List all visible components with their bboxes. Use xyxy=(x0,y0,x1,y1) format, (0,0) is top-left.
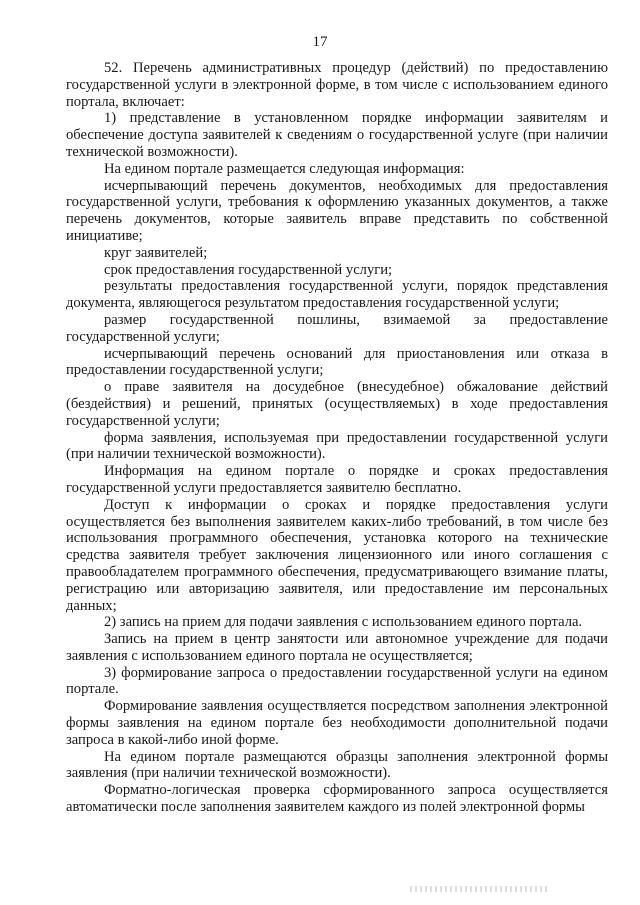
paragraph: Форматно-логическая проверка сформированного запроса осуществляется автоматически после заполнения заявителем каждого из полей электронной формы xyxy=(66,782,608,816)
paragraph: На едином портале размещаются образцы заполнения электронной формы заявления (при наличии технической возможности). xyxy=(66,748,608,782)
paragraph: 52. Перечень административных процедур (действий) по предоставлению государственной услуги в электронной форме, в том числе с использованием единого портала, включает: xyxy=(66,60,608,110)
paragraph: исчерпывающий перечень оснований для приостановления или отказа в предоставлении государственной услуги; xyxy=(66,345,608,379)
paragraph: 1) представление в установленном порядке информации заявителям и обеспечение доступа заявителей к сведениям о государственной услуге (при наличии технической возможности). xyxy=(66,110,608,160)
paragraph: результаты предоставления государственной услуги, порядок представления документа, являющегося результатом предоставления государственной услуги; xyxy=(66,278,608,312)
paragraph: Информация на едином портале о порядке и сроках предоставления государственной услуги предоставляется заявителю бесплатно. xyxy=(66,463,608,496)
paragraph: На едином портале размещается следующая информация: xyxy=(104,160,465,177)
paragraph: о праве заявителя на досудебное (внесудебное) обжалование действий (бездействия) и решений, принятых (осуществляемых) в ходе предоставления государственной услуги; xyxy=(66,379,608,429)
page-number: 17 xyxy=(312,34,328,50)
document-body xyxy=(66,60,608,816)
paragraph: срок предоставления государственной услуги; xyxy=(104,261,393,278)
scan-artifact xyxy=(410,886,550,892)
paragraph: размер государственной пошлины, взимаемой за предоставление государственной услуги; xyxy=(66,311,608,345)
paragraph: Доступ к информации о сроках и порядке предоставления услуги осуществляется без выполнения заявителем каких-либо требований, в том числе без использования программного обеспечения, установка которого на технические средства заявителя требует заключения лицензионного или иного соглашения с правообладателем программного обеспечения, предусматривающего взимание платы, регистрацию или авторизацию заявителя, или предоставление им персональных данных; xyxy=(66,496,608,614)
paragraph: форма заявления, используемая при предоставлении государственной услуги (при наличии технической возможности). xyxy=(66,429,608,463)
paragraph: Формирование заявления осуществляется посредством заполнения электронной формы заявления на едином портале без необходимости дополнительной подачи запроса в какой-либо иной форме. xyxy=(66,698,608,748)
paragraph: Запись на прием в центр занятости или автономное учреждение для подачи заявления с использованием единого портала не осуществляется; xyxy=(66,631,608,664)
paragraph: исчерпывающий перечень документов, необходимых для предоставления государственной услуги, требования к оформлению указанных документов, а также перечень документов, которые заявитель вправе представить по собственной инициативе; xyxy=(66,177,608,244)
paragraph: круг заявителей; xyxy=(104,244,208,261)
paragraph: 3) формирование запроса о предоставлении государственной услуги на едином портале. xyxy=(66,664,608,698)
paragraph: 2) запись на прием для подачи заявления с использованием единого портала. xyxy=(104,614,583,631)
